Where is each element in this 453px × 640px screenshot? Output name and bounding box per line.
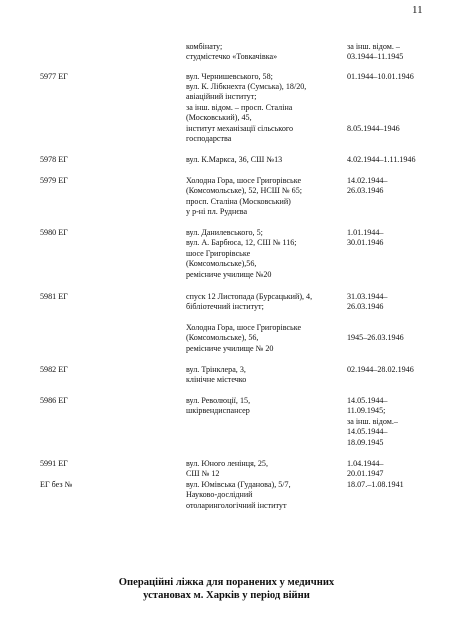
hospital-period-line: 8.05.1944–1946 — [347, 124, 400, 133]
hospital-code-line: 5991 ЕГ — [40, 459, 68, 468]
hospital-address-line: студмістечко «Товкачівка» — [186, 52, 278, 61]
hospital-address-line: авіаційний інститут; — [186, 92, 257, 101]
hospital-period-line: 02.1944–28.02.1946 — [347, 365, 414, 374]
hospital-address-line: отоларингологічний інститут — [186, 501, 287, 510]
hospital-address-line: СШ № 12 — [186, 469, 220, 478]
hospital-address-line: Науково-дослідний — [186, 490, 253, 499]
hospital-period-line: 14.05.1944– — [347, 427, 388, 436]
hospital-code-line: 5977 ЕГ — [40, 72, 68, 81]
hospital-address-line: вул. Чернишевського, 58; — [186, 72, 273, 81]
hospital-period-line: 31.03.1944– — [347, 292, 388, 301]
hospital-period-line: 14.05.1944– — [347, 396, 388, 405]
hospital-address-line: за інш. відом. – просп. Сталіна — [186, 103, 293, 112]
hospital-period-line: 4.02.1944–1.11.1946 — [347, 155, 416, 164]
hospital-address-line: шкірвендиспансер — [186, 406, 250, 415]
hospital-address-line: спуск 12 Листопада (Бурсацький), 4, — [186, 292, 313, 301]
hospital-period-line: за інш. відом.– — [347, 417, 398, 426]
hospital-address-line: вул. К.Маркса, 36, СШ №13 — [186, 155, 283, 164]
hospital-address-line: господарства — [186, 134, 232, 143]
hospital-period-line: 18.07.–1.08.1941 — [347, 480, 404, 489]
hospital-address-line: (Комсомольське), 52, НСШ № 65; — [186, 186, 302, 195]
hospital-period-line: 03.1944–11.1945 — [347, 52, 404, 61]
hospital-period-line: 1945–26.03.1946 — [347, 333, 404, 342]
hospital-period-line: за інш. відом. – — [347, 42, 400, 51]
hospital-period-line: 26.03.1946 — [347, 302, 384, 311]
hospital-period-line: 20.01.1947 — [347, 469, 384, 478]
hospital-address-line: ремісниче училище № 20 — [186, 344, 274, 353]
hospital-address-line: вул. К. Лібкнехта (Сумська), 18/20, — [186, 82, 307, 91]
hospital-address-line: комбінату; — [186, 42, 223, 51]
section-heading-line-2: установах м. Харків у період війни — [143, 590, 310, 601]
hospital-code-line: 5981 ЕГ — [40, 292, 68, 301]
section-heading-line-1: Операційні ліжка для поранених у медичних — [118, 577, 335, 588]
hospital-code-line: ЕГ без № — [40, 480, 73, 489]
hospital-code-line: 5980 ЕГ — [40, 228, 68, 237]
hospital-address-line: вул. Юного ленінця, 25, — [186, 459, 268, 468]
hospital-address-line: бібліотечний інститут; — [186, 302, 264, 311]
hospital-address-line: шосе Григорівське — [186, 249, 251, 258]
hospital-period-line: 1.01.1944– — [347, 228, 384, 237]
hospital-address-line: вул. Революції, 15, — [186, 396, 251, 405]
hospital-code-line: 5979 ЕГ — [40, 176, 68, 185]
section-heading — [0, 576, 453, 602]
hospital-address-line: клінічне містечко — [186, 375, 247, 384]
hospital-address-line: вул. Трінклера, 3, — [186, 365, 246, 374]
hospital-address-line: вул. Юмівська (Гуданова), 5/7, — [186, 480, 291, 489]
hospital-address-line: ремісниче училище №20 — [186, 270, 272, 279]
hospital-address-line: Холодна Гора, шосе Григорівське — [186, 323, 302, 332]
hospital-address-line: (Московський), 45, — [186, 113, 252, 122]
hospital-address-line: Холодна Гора, шосе Григорівське — [186, 176, 302, 185]
hospital-address-line: вул. Данилевського, 5; — [186, 228, 263, 237]
hospital-period-line: 11.09.1945; — [347, 406, 386, 415]
hospital-address-line: вул. А. Барбюса, 12, СШ № 116; — [186, 238, 297, 247]
hospital-address-line: інститут механізації сільського — [186, 124, 294, 133]
hospital-period-line: 18.09.1945 — [347, 438, 384, 447]
hospital-code-line: 5986 ЕГ — [40, 396, 68, 405]
hospital-address-line: у р-ні пл. Руднєва — [186, 207, 248, 216]
hospital-code-line: 5982 ЕГ — [40, 365, 68, 374]
hospital-code-line: 5978 ЕГ — [40, 155, 68, 164]
hospital-period-line: 30.01.1946 — [347, 238, 384, 247]
hospital-address-line: просп. Сталіна (Московський) — [186, 197, 291, 206]
hospital-address-line: (Комсомольське), 56, — [186, 333, 259, 342]
hospital-period-line: 01.1944–10.01.1946 — [347, 72, 414, 81]
page-number: 11 — [412, 4, 423, 16]
hospital-period-line: 1.04.1944– — [347, 459, 384, 468]
hospital-address-line: (Комсомольське),56, — [186, 259, 257, 268]
hospital-period-line: 26.03.1946 — [347, 186, 384, 195]
hospital-period-line: 14.02.1944– — [347, 176, 388, 185]
